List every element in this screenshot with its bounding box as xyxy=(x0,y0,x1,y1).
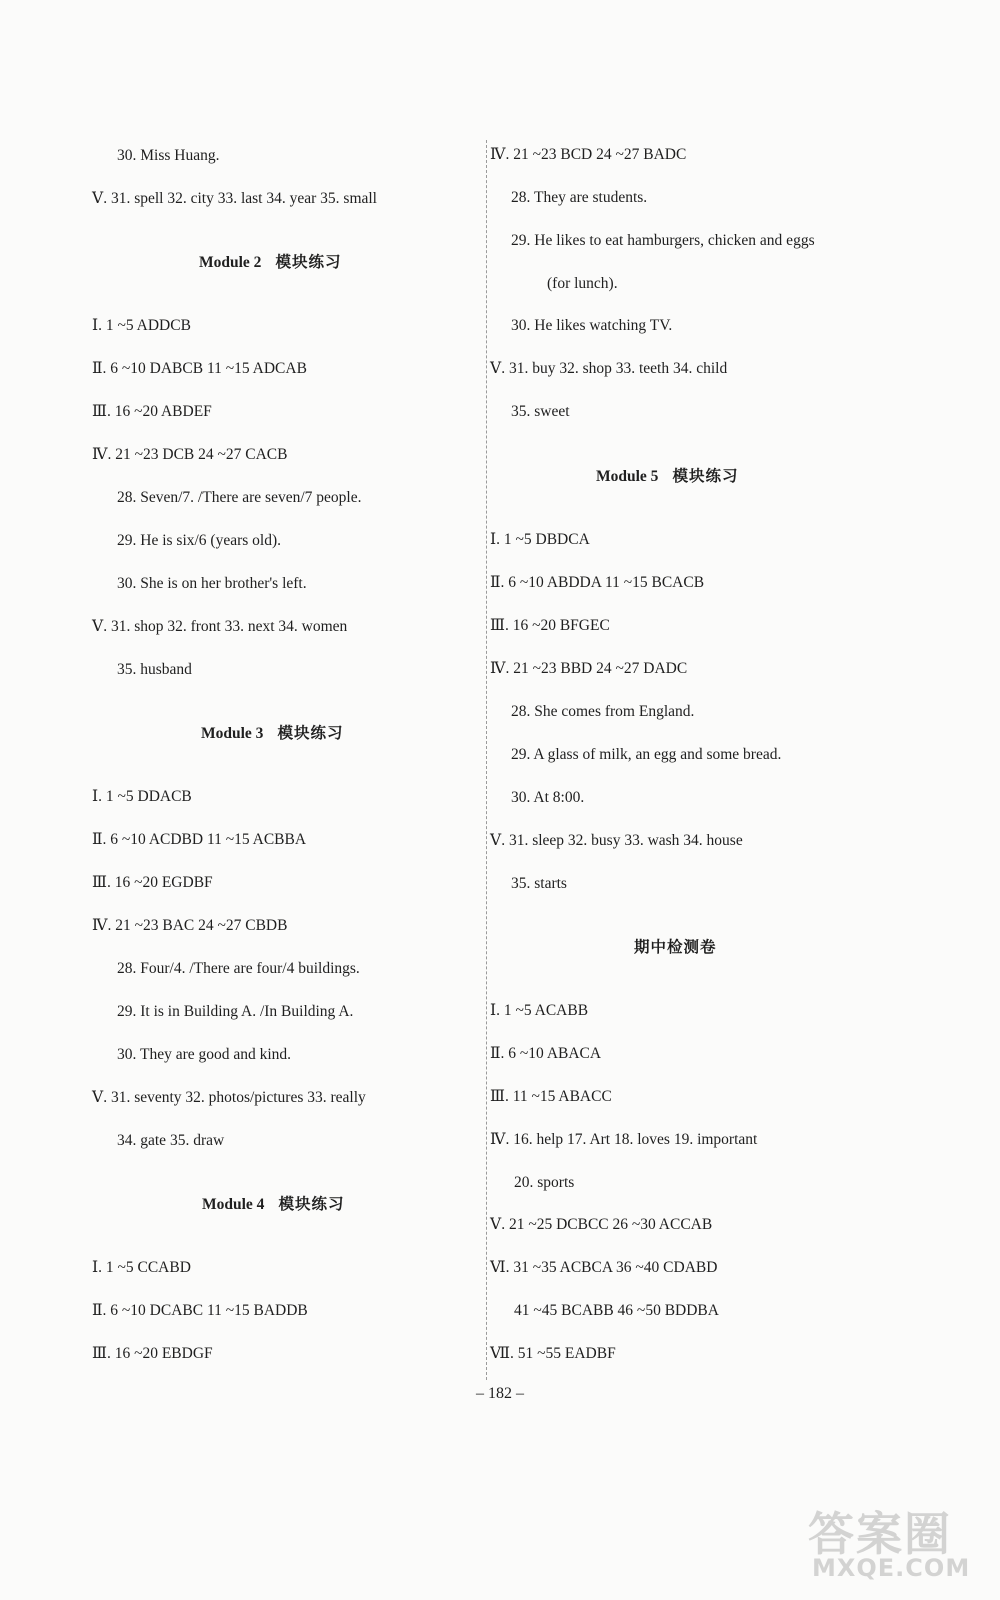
answer-line: 20. sports xyxy=(514,1174,575,1191)
answer-line: 30. She is on her brother's left. xyxy=(117,575,307,592)
watermark-bottom-text: MXQE.COM xyxy=(812,1554,971,1582)
watermark-top-text: 答案圈 xyxy=(808,1507,952,1561)
answer-line: Ⅱ. 6 ~10 DABCB 11 ~15 ADCAB xyxy=(92,360,307,377)
answer-line: 30. He likes watching TV. xyxy=(511,317,673,334)
answer-line: (for lunch). xyxy=(547,275,618,292)
midterm-heading xyxy=(634,937,717,958)
answer-line: Ⅳ. 21 ~23 BBD 24 ~27 DADC xyxy=(490,660,688,677)
answer-line: Ⅱ. 6 ~10 ACDBD 11 ~15 ACBBA xyxy=(92,831,307,848)
answer-line: Ⅵ. 31 ~35 ACBCA 36 ~40 CDABD xyxy=(490,1259,718,1276)
answer-line: Ⅲ. 16 ~20 ABDEF xyxy=(92,403,212,420)
answer-line: Ⅲ. 16 ~20 EBDGF xyxy=(92,1345,213,1362)
answer-line: 28. Seven/7. /There are seven/7 people. xyxy=(117,489,362,506)
answer-line: Ⅱ. 6 ~10 ABDDA 11 ~15 BCACB xyxy=(490,574,705,591)
module-4-heading xyxy=(202,1194,344,1215)
answer-line: Ⅲ. 16 ~20 EGDBF xyxy=(92,874,213,891)
answer-line: Ⅰ. 1 ~5 CCABD xyxy=(92,1259,191,1276)
module-subtitle: 模块练习 xyxy=(277,724,344,742)
answer-line: Ⅴ. 31. sleep 32. busy 33. wash 34. house xyxy=(490,832,743,849)
answer-line: 28. She comes from England. xyxy=(511,703,695,720)
module-subtitle: 模块练习 xyxy=(672,467,739,485)
answer-line: 29. He is six/6 (years old). xyxy=(117,532,282,549)
answer-line: 35. sweet xyxy=(511,403,570,420)
answer-line: Ⅴ. 31. buy 32. shop 33. teeth 34. child xyxy=(490,360,728,377)
module-3-heading xyxy=(201,723,343,744)
module-title: Module 3 xyxy=(201,725,264,742)
answer-line: Ⅲ. 11 ~15 ABACC xyxy=(490,1088,612,1105)
answer-line: Ⅱ. 6 ~10 DCABC 11 ~15 BADDB xyxy=(92,1302,308,1319)
module-title: Module 2 xyxy=(199,254,262,271)
answer-line: Ⅴ. 31. shop 32. front 33. next 34. women xyxy=(92,618,348,635)
answer-line: Ⅰ. 1 ~5 DDACB xyxy=(92,788,192,805)
module-title: Module 5 xyxy=(596,468,659,485)
answer-line: Ⅶ. 51 ~55 EADBF xyxy=(490,1345,616,1362)
column-divider xyxy=(486,140,487,1380)
answer-line: 34. gate 35. draw xyxy=(117,1132,225,1149)
answer-line: Ⅴ. 21 ~25 DCBCC 26 ~30 ACCAB xyxy=(490,1216,713,1233)
page-number: – 182 – xyxy=(476,1385,524,1402)
answer-line: 35. husband xyxy=(117,661,192,678)
answer-line: 41 ~45 BCABB 46 ~50 BDDBA xyxy=(514,1302,719,1319)
answer-line: Ⅰ. 1 ~5 ADDCB xyxy=(92,317,191,334)
answer-line: 30. Miss Huang. xyxy=(117,147,220,164)
answer-line: 35. starts xyxy=(511,875,567,892)
answer-line: Ⅴ. 31. seventy 32. photos/pictures 33. really xyxy=(92,1089,366,1106)
answer-line: 29. He likes to eat hamburgers, chicken and eggs xyxy=(511,232,815,249)
module-title: Module 4 xyxy=(202,1196,265,1213)
answer-line: Ⅳ. 21 ~23 DCB 24 ~27 CACB xyxy=(92,446,288,463)
module-5-heading xyxy=(596,466,738,487)
module-2-heading xyxy=(199,252,341,273)
watermark-logo xyxy=(808,1498,978,1588)
answer-line: Ⅴ. 31. spell 32. city 33. last 34. year 35. small xyxy=(92,190,377,207)
answer-line: Ⅲ. 16 ~20 BFGEC xyxy=(490,617,610,634)
answer-line: 29. A glass of milk, an egg and some bread. xyxy=(511,746,782,763)
answer-line: 30. They are good and kind. xyxy=(117,1046,292,1063)
module-subtitle: 模块练习 xyxy=(278,1195,345,1213)
answer-line: 28. Four/4. /There are four/4 buildings. xyxy=(117,960,360,977)
answer-line: 28. They are students. xyxy=(511,189,648,206)
answer-line: 30. At 8:00. xyxy=(511,789,585,806)
answer-line: 29. It is in Building A. /In Building A. xyxy=(117,1003,354,1020)
answer-line: Ⅱ. 6 ~10 ABACA xyxy=(490,1045,602,1062)
answer-line: Ⅳ. 21 ~23 BAC 24 ~27 CBDB xyxy=(92,917,288,934)
module-subtitle: 模块练习 xyxy=(275,253,342,271)
answer-line: Ⅰ. 1 ~5 ACABB xyxy=(490,1002,589,1019)
answer-line: Ⅰ. 1 ~5 DBDCA xyxy=(490,531,590,548)
answer-line: Ⅳ. 16. help 17. Art 18. loves 19. important xyxy=(490,1131,758,1148)
answer-line: Ⅳ. 21 ~23 BCD 24 ~27 BADC xyxy=(490,146,687,163)
midterm-title: 期中检测卷 xyxy=(634,938,717,956)
